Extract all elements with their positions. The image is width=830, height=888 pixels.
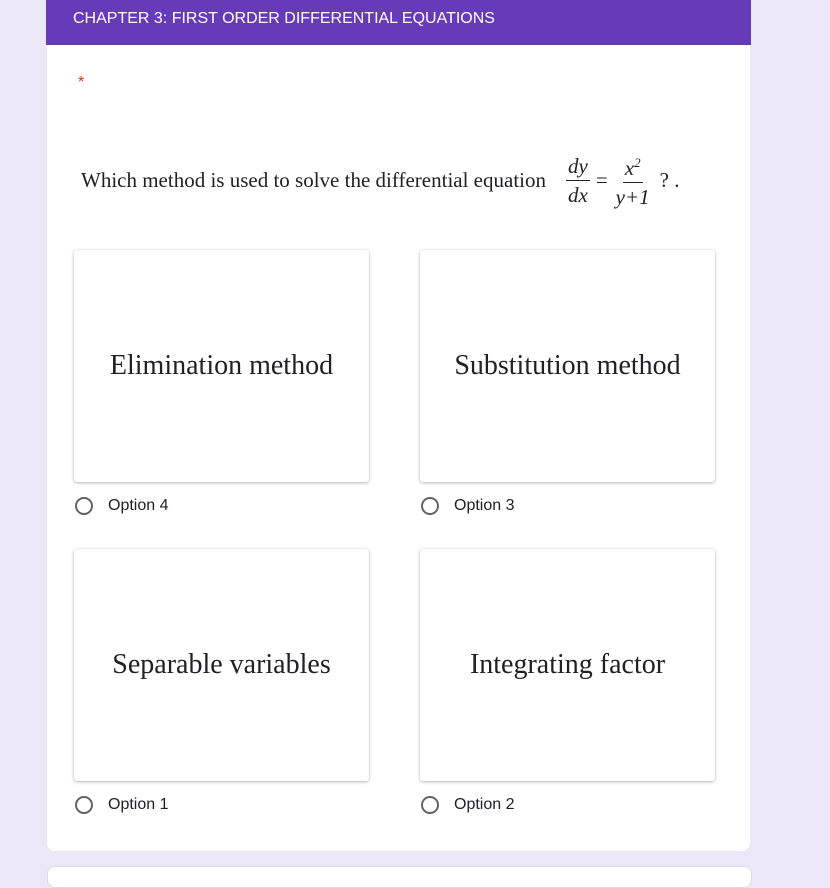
option-image-substitution[interactable] [420,250,715,482]
question-prompt: Which method is used to solve the differential equation [81,167,546,192]
radio-button[interactable] [75,796,93,814]
next-question-card [47,866,752,888]
radio-option-3[interactable] [421,497,514,515]
option-image-elimination[interactable] [74,250,369,482]
radio-label: Option 3 [454,497,515,514]
option-image-text: Substitution method [454,350,681,381]
radio-option-1[interactable] [75,796,168,814]
rhs-numerator-base: x [624,156,635,180]
radio-option-2[interactable] [421,796,514,814]
option-image-text: Separable variables [112,649,331,680]
option-image-separable[interactable] [74,549,369,781]
radio-label: Option 2 [454,796,515,813]
option-image-text: Integrating factor [469,649,666,680]
radio-button[interactable] [421,796,439,814]
rhs-denominator: y+1 [615,185,650,209]
rhs-numerator [623,151,643,183]
rhs-exponent: 2 [634,155,641,170]
question-equation [562,151,680,209]
radio-option-4[interactable] [75,497,168,515]
radio-button[interactable] [75,497,93,515]
lhs-fraction [566,154,590,207]
equals-sign: = [595,167,608,192]
option-image-integrating[interactable] [420,549,715,781]
equation-tail: ? . [659,167,680,192]
lhs-numerator: dy [566,154,590,181]
form-title: CHAPTER 3: FIRST ORDER DIFFERENTIAL EQUATIONS [73,10,495,27]
form-header [46,0,751,45]
radio-label: Option 4 [108,497,169,514]
radio-button[interactable] [421,497,439,515]
option-image-text: Elimination method [109,350,334,381]
question-text [81,150,680,210]
radio-label: Option 1 [108,796,169,813]
required-asterisk: * [78,74,85,91]
rhs-fraction [614,151,652,209]
lhs-denominator: dx [568,182,588,207]
